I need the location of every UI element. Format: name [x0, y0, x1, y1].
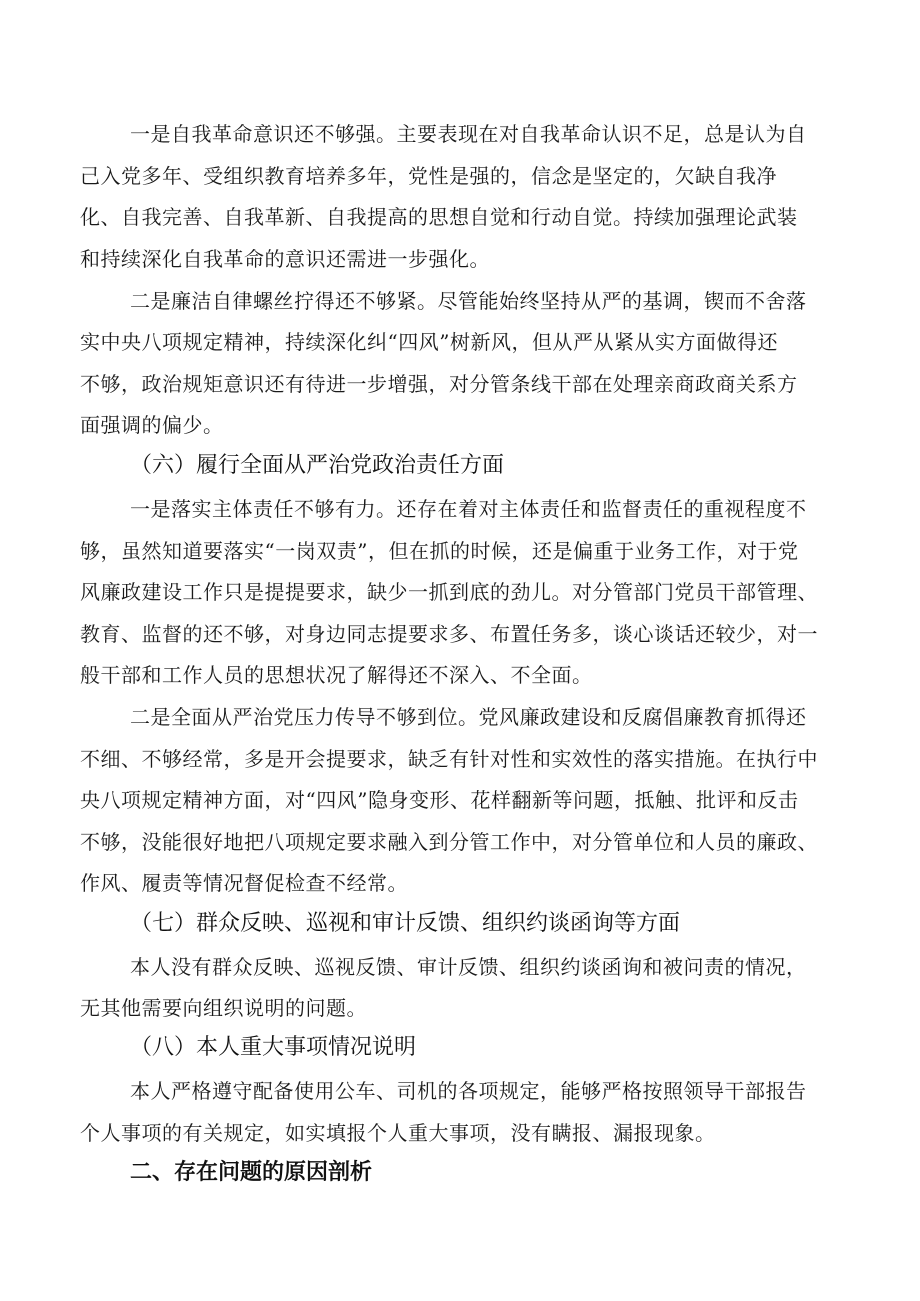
- paragraph-line: 风廉政建设工作只是提提要求，缺少一抓到底的劲儿。对分管部门党员干部管理、: [80, 580, 818, 604]
- section-heading-8: （八）本人重大事项情况说明: [130, 1035, 417, 1060]
- paragraph-line: 二是全面从严治党压力传导不够到位。党风廉政建设和反腐倡廉教育抓得还: [130, 705, 807, 729]
- paragraph-line: 不细、不够经常，多是开会提要求，缺乏有针对性和实效性的落实措施。在执行中: [80, 747, 818, 771]
- paragraph-line: 无其他需要向组织说明的问题。: [80, 996, 367, 1020]
- paragraph-line: 实中央八项规定精神，持续深化纠“四风”树新风，但从严从紧从实方面做得还: [80, 330, 778, 354]
- paragraph-line: 般干部和工作人员的思想状况了解得还不深入、不全面。: [80, 663, 593, 687]
- paragraph-line: 够，虽然知道要落实“一岗双责”，但在抓的时候，还是偏重于业务工作，对于党: [80, 539, 799, 563]
- chapter-heading: 二、存在问题的原因剖析: [130, 1160, 373, 1185]
- paragraph-line: 二是廉洁自律螺丝拧得还不够紧。尽管能始终坚持从严的基调，锲而不舍落: [130, 289, 807, 313]
- paragraph-line: 和持续深化自我革命的意识还需进一步强化。: [80, 247, 490, 271]
- paragraph-line: 己入党多年、受组织教育培养多年，党性是强的，信念是坚定的，欠缺自我净: [80, 164, 777, 188]
- paragraph-line: 本人没有群众反映、巡视反馈、审计反馈、组织约谈函询和被问责的情况，: [130, 955, 807, 979]
- section-heading-6: （六）履行全面从严治党政治责任方面: [130, 453, 505, 478]
- paragraph-line: 化、自我完善、自我革新、自我提高的思想自觉和行动自觉。持续加强理论武装: [80, 205, 798, 229]
- section-heading-7: （七）群众反映、巡视和审计反馈、组织约谈函询等方面: [130, 911, 681, 936]
- paragraph-line: 央八项规定精神方面，对“四风”隐身变形、花样翻新等问题，抵触、批评和反击: [80, 788, 799, 812]
- paragraph-line: 一是落实主体责任不够有力。还存在着对主体责任和监督责任的重视程度不: [130, 497, 807, 521]
- paragraph-line: 教育、监督的还不够，对身边同志提要求多、布置任务多，谈心谈话还较少，对一: [80, 622, 818, 646]
- paragraph-line: 个人事项的有关规定，如实填报个人重大事项，没有瞒报、漏报现象。: [80, 1121, 716, 1145]
- paragraph-line: 面强调的偏少。: [80, 413, 224, 437]
- paragraph-line: 一是自我革命意识还不够强。主要表现在对自我革命认识不足，总是认为自: [130, 122, 807, 146]
- paragraph-line: 不够，没能很好地把八项规定要求融入到分管工作中，对分管单位和人员的廉政、: [80, 830, 818, 854]
- paragraph-line: 不够，政治规矩意识还有待进一步增强，对分管条线干部在处理亲商政商关系方: [80, 372, 798, 396]
- paragraph-line: 本人严格遵守配备使用公车、司机的各项规定，能够严格按照领导干部报告: [130, 1079, 807, 1103]
- paragraph-line: 作风、履责等情况督促检查不经常。: [80, 871, 408, 895]
